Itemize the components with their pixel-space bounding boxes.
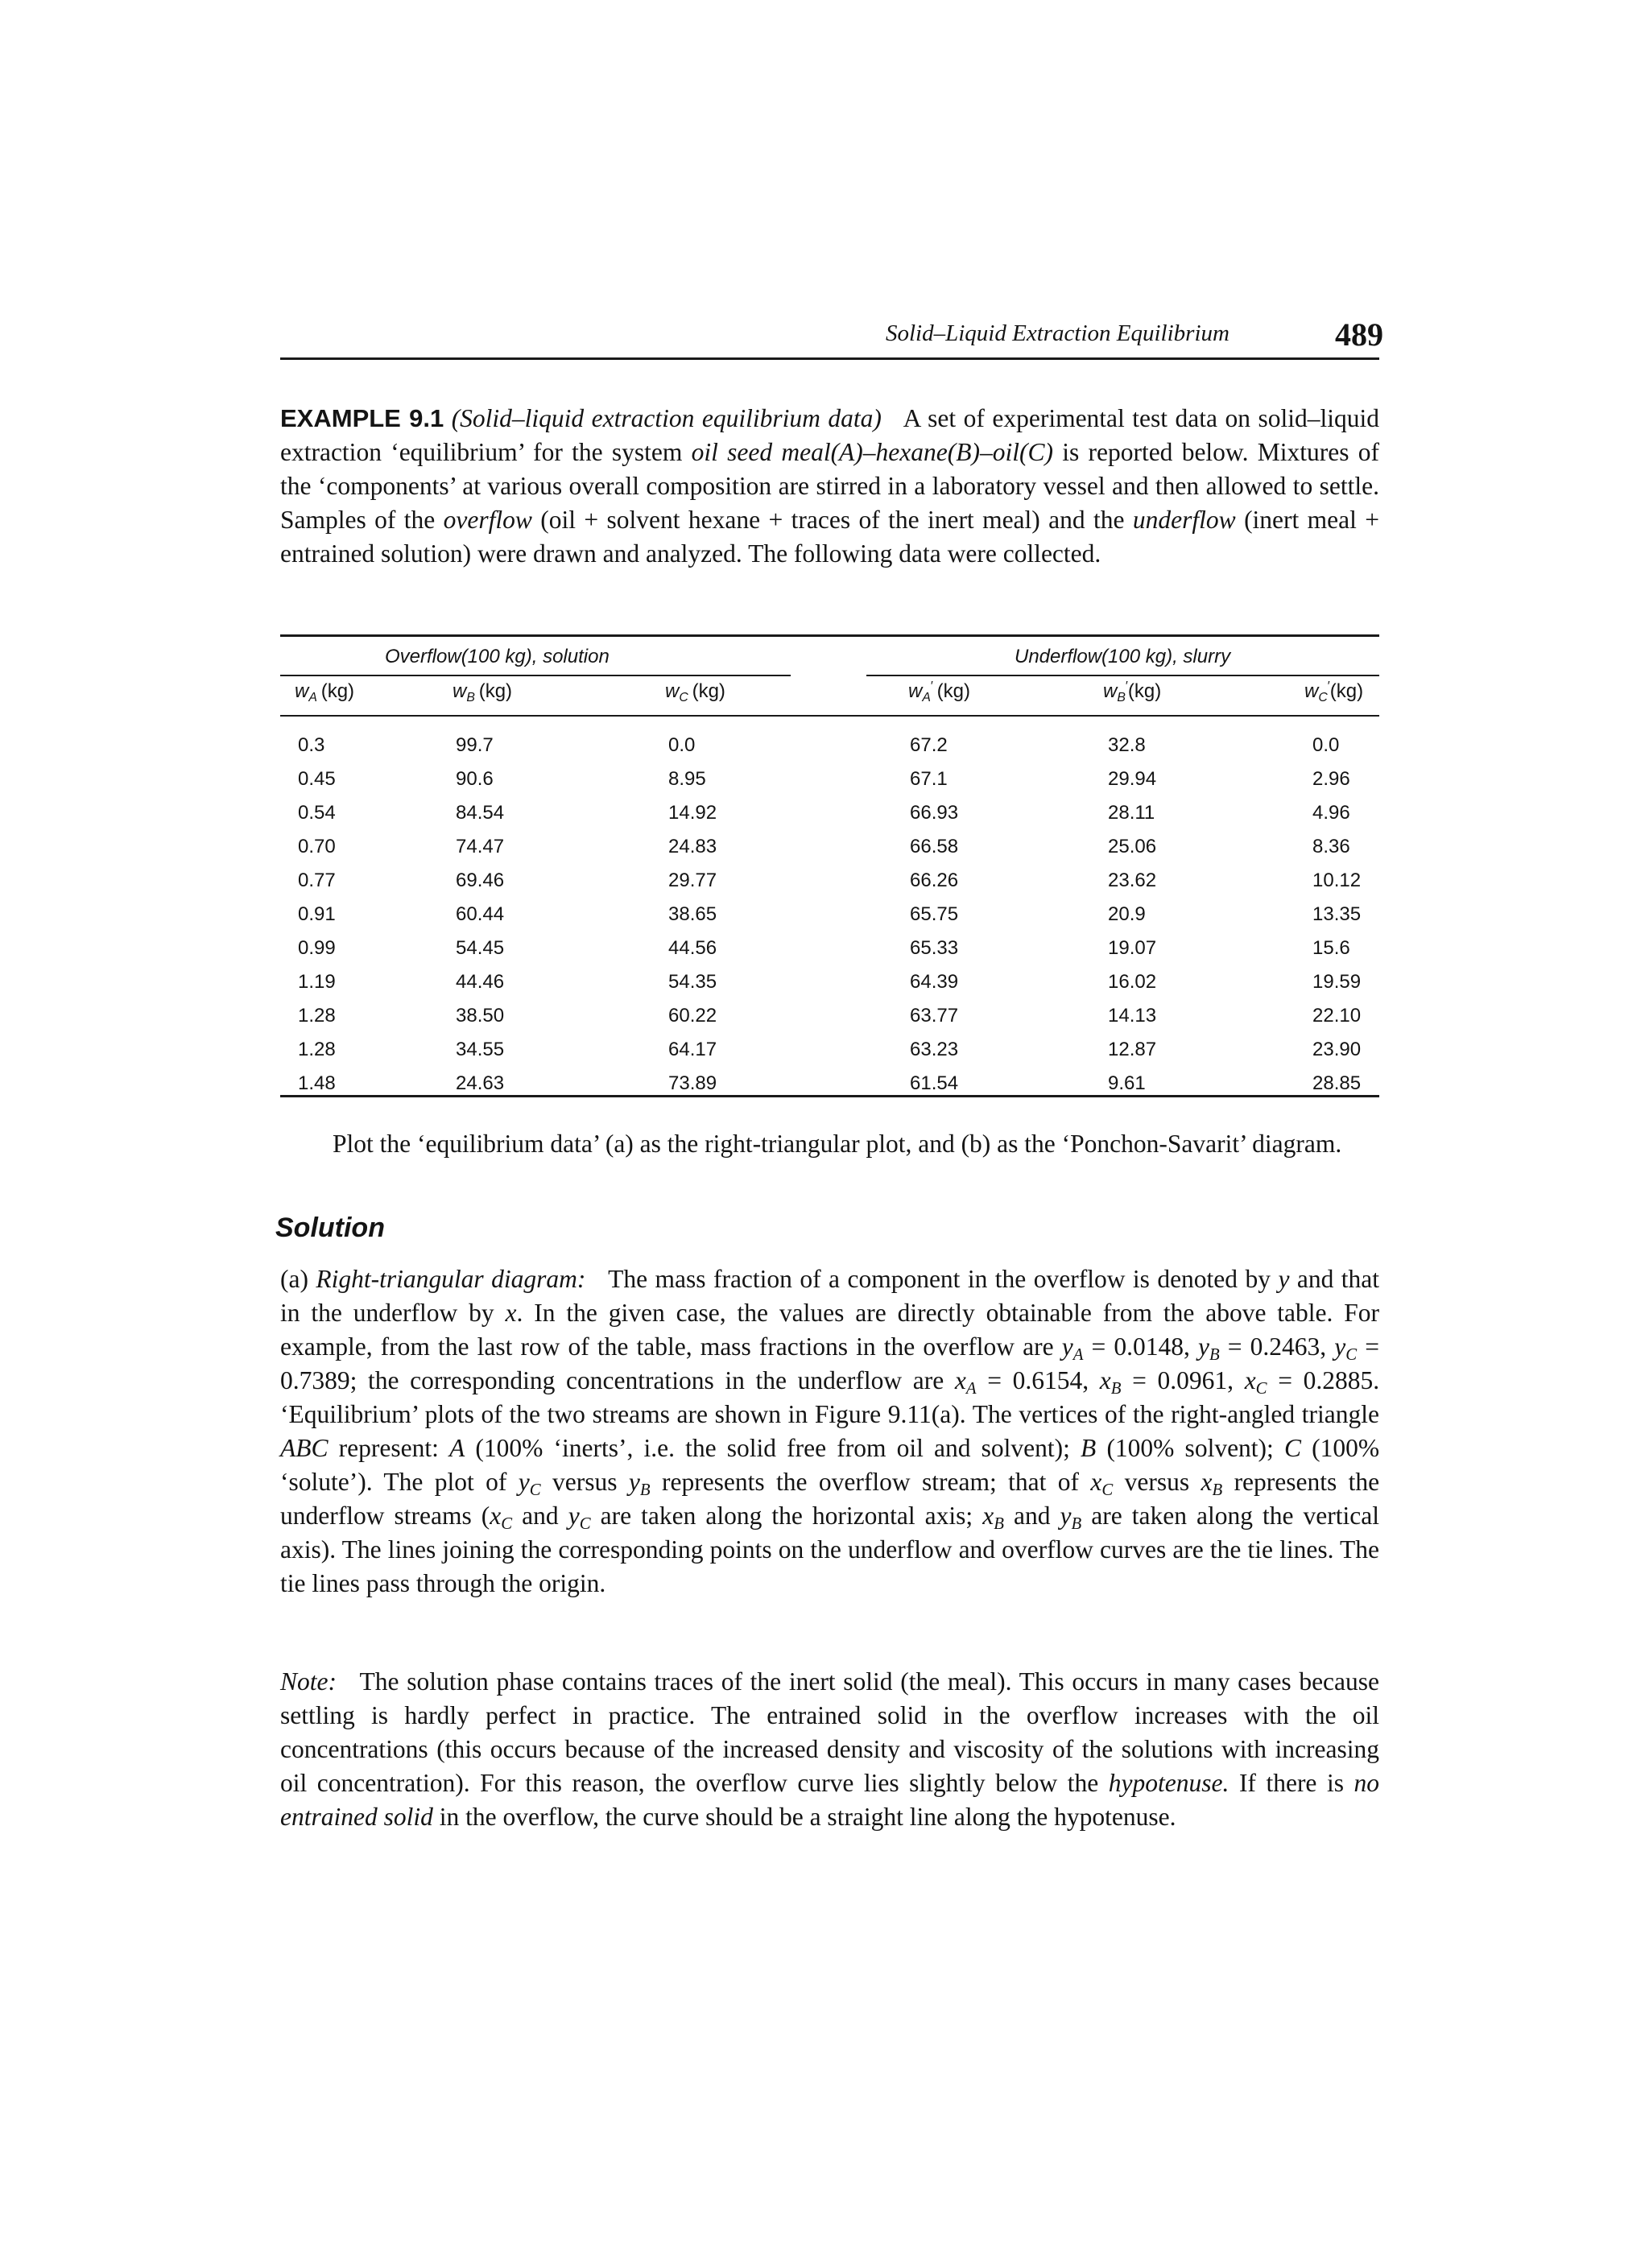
task-paragraph: Plot the ‘equilibrium data’ (a) as the right-triangular plot, and (b) as the ‘Ponchon-Savarit’ diagram. (333, 1130, 1342, 1158)
solution-text: (100% ‘solute’). The plot of (280, 1434, 1380, 1496)
value-xB: = 0.0961, (1132, 1366, 1234, 1394)
table-cell: 23.62 (1108, 870, 1157, 891)
underflow-group-header: Underflow(100 kg), slurry (1015, 646, 1231, 667)
solution-text: versus (1124, 1468, 1190, 1496)
overflow-group-header: Overflow(100 kg), solution (385, 646, 610, 667)
table-cell: 28.11 (1108, 802, 1155, 824)
example-text: (oil + solvent hexane + traces of the inert meal) and the (540, 506, 1125, 534)
solution-text: ‘Equilibrium’ plots of the two streams are shown in Figure 9.11(a). The vertices of the right-angled triangle (280, 1400, 1379, 1428)
value-xA: = 0.6154, (987, 1366, 1089, 1394)
table-cell: 34.55 (456, 1039, 505, 1060)
overflow-group-rule (280, 675, 791, 676)
table-cell: 0.77 (298, 870, 336, 891)
table-cell: 84.54 (456, 802, 505, 824)
table-cell: 99.7 (456, 734, 494, 756)
example-label: EXAMPLE 9.1 (280, 404, 444, 432)
example-text: is reported below. Mixtures of the ‘components’ at various overall composition are stirred in a laboratory vessel and then allowed to settle. Samples of the (280, 438, 1380, 534)
table-cell: 12.87 (1108, 1039, 1157, 1060)
table-cell: 25.06 (1108, 836, 1157, 857)
running-title: Solid–Liquid Extraction Equilibrium (886, 320, 1230, 346)
note-text: in the overflow, the curve should be a straight line along the hypotenuse. (439, 1803, 1176, 1831)
solution-text: (100% solvent); (1106, 1434, 1274, 1462)
column-header-wC: $w_C$ (kg) (665, 680, 725, 704)
solution-text: and that in the underflow by (280, 1265, 1380, 1327)
table-cell: 90.6 (456, 768, 494, 790)
table-cell: 13.35 (1312, 903, 1362, 925)
table-cell: 1.28 (298, 1005, 336, 1027)
column-header-wB-prime: $w_B'(kg)$ (1103, 680, 1162, 704)
table-cell: 8.36 (1312, 836, 1350, 857)
table-cell: 60.44 (456, 903, 505, 925)
part-a-title: Right-triangular diagram: (316, 1265, 586, 1293)
table-cell: 60.22 (668, 1005, 717, 1027)
table-cell: 19.59 (1312, 971, 1362, 993)
note-text: The solution phase contains traces of the inert solid (the meal). This occurs in many cases because settling is hardly perfect in practice. The entrained solid in the overflow increases with the oil concentrations (this occurs because of the increased density and viscosity of the solutions with increasing oil concentration). For this reason, the overflow curve lies slightly below the (280, 1667, 1379, 1797)
table-cell: 69.46 (456, 870, 505, 891)
part-a-label: (a) (280, 1265, 308, 1293)
table-top-rule (280, 634, 1379, 637)
table-cell: 0.99 (298, 937, 336, 959)
table-cell: 0.54 (298, 802, 336, 824)
table-cell: 38.50 (456, 1005, 505, 1027)
table-cell: 29.94 (1108, 768, 1157, 790)
table-cell: 61.54 (910, 1072, 959, 1094)
table-cell: 1.28 (298, 1039, 336, 1060)
solution-text: are taken along the horizontal axis; (600, 1502, 973, 1530)
table-cell: 2.96 (1312, 768, 1350, 790)
table-cell: 14.13 (1108, 1005, 1157, 1027)
solution-text: The mass fraction of a component in the overflow is denoted by (608, 1265, 1271, 1293)
table-cell: 23.90 (1312, 1039, 1362, 1060)
table-cell: 67.2 (910, 734, 948, 756)
table-cell: 32.8 (1108, 734, 1146, 756)
table-cell: 65.33 (910, 937, 959, 959)
value-yC: = 0.7389; (280, 1332, 1380, 1394)
table-cell: 0.3 (298, 734, 325, 756)
table-cell: 22.10 (1312, 1005, 1362, 1027)
table-cell: 64.39 (910, 971, 959, 993)
table-cell: 20.9 (1108, 903, 1146, 925)
table-cell: 16.02 (1108, 971, 1157, 993)
table-cell: 14.92 (668, 802, 717, 824)
table-cell: 24.63 (456, 1072, 505, 1094)
underflow-term: underflow (1132, 506, 1236, 534)
table-cell: 19.07 (1108, 937, 1157, 959)
column-header-wC-prime: $w_C'(kg)$ (1304, 680, 1364, 704)
table-cell: 0.45 (298, 768, 336, 790)
table-cell: 0.91 (298, 903, 336, 925)
page-number: 489 (1335, 316, 1383, 353)
solution-text: and (522, 1502, 559, 1530)
solution-text: the corresponding concentrations in the underflow are (368, 1366, 944, 1394)
note-label: Note: (280, 1667, 337, 1696)
table-cell: 8.95 (668, 768, 706, 790)
table-cell: 66.58 (910, 836, 959, 857)
solution-text: are taken along the vertical axis). The lines joining the corresponding points on the underflow and overflow curves are the tie lines. The tie lines pass through the origin. (280, 1502, 1379, 1597)
table-cell: 0.0 (1312, 734, 1340, 756)
table-cell: 10.12 (1312, 870, 1362, 891)
solution-text: In the given case, the values are directly obtainable from the above table. For example, from the last row of the table, mass fractions in the overflow are (280, 1299, 1380, 1361)
table-cell: 0.70 (298, 836, 336, 857)
overflow-term: overflow (443, 506, 532, 534)
example-text: A set of experimental test data on solid–liquid extraction ‘equilibrium’ for the system (280, 404, 1380, 466)
table-cell: 28.85 (1312, 1072, 1362, 1094)
table-cell: 0.0 (668, 734, 696, 756)
table-cell: 66.93 (910, 802, 959, 824)
table-cell: 9.61 (1108, 1072, 1146, 1094)
value-xC: = 0.2885. (1278, 1366, 1380, 1394)
table-bottom-rule (280, 1095, 1379, 1097)
table-cell: 67.1 (910, 768, 948, 790)
example-text: (inert meal + entrained solution) were drawn and analyzed. The following data were collected. (280, 506, 1380, 568)
table-cell: 15.6 (1312, 937, 1350, 959)
solution-heading: Solution (275, 1212, 385, 1243)
table-cell: 24.83 (668, 836, 717, 857)
table-cell: 65.75 (910, 903, 959, 925)
table-cell: 74.47 (456, 836, 505, 857)
table-cell: 63.77 (910, 1005, 959, 1027)
table-cell: 64.17 (668, 1039, 717, 1060)
triangle-abc: ABC (280, 1434, 329, 1462)
column-header-wA: $w_A$ (kg) (295, 680, 355, 704)
hypotenuse-term: hypotenuse. (1108, 1769, 1230, 1797)
table-cell: 54.45 (456, 937, 505, 959)
example-paragraph (280, 402, 1379, 571)
table-cell: 63.23 (910, 1039, 959, 1060)
table-cell: 29.77 (668, 870, 717, 891)
solution-a-paragraph: (a) Right-triangular diagram: The mass fraction of a component in the overflow is denoted by y and that in the underflow by x. In the given case, the values are directly obtainable from the above table. For example, from the last row of the table, mass fractions in the overflow are $y_A = 0.0148$, $y_B = 0.2463$, $y_C = 0.7389$; the corresponding concentrations in the underflow are $x_A = 0.6154$, $x_B = 0.0961$, $x_C = 0.2885$. ‘Equilibrium’ plots of the two streams are shown in Figure 9.11(a). The vertices of the right-angled triangle ABC represent: A (100% ‘inerts’, i.e. the solid free from oil and solvent); B (100% solvent); C (100% ‘solute’). The plot of $y_C$ versus $y_B$ represents the overflow stream; that of $x_C$ versus $x_B$ represents the underflow streams ($x_C$ and $y_C$ are taken along the horizontal axis; $x_B$ and $y_B$ are taken along the vertical axis). The lines joining the corresponding points on the underflow and overflow curves are the tie lines. The tie lines pass through the origin. (280, 1265, 1380, 1597)
value-yA: = 0.0148, (1091, 1332, 1190, 1361)
table-cell: 54.35 (668, 971, 717, 993)
table-cell: 1.19 (298, 971, 336, 993)
note-text: If there is (1238, 1769, 1344, 1797)
table-cell: 1.48 (298, 1072, 336, 1094)
table-cell: 4.96 (1312, 802, 1350, 824)
equilibrium-data-table (280, 634, 1379, 1101)
table-cell: 73.89 (668, 1072, 717, 1094)
solution-text: represents the underflow streams ( (280, 1468, 1380, 1530)
header-bottom-rule (280, 715, 1379, 717)
value-yB: = 0.2463, (1227, 1332, 1327, 1361)
underflow-group-rule (866, 675, 1379, 676)
solution-text: and (1013, 1502, 1051, 1530)
table-cell: 66.26 (910, 870, 959, 891)
column-header-wB: $w_B$ (kg) (453, 680, 513, 704)
solution-text: (100% ‘inerts’, i.e. the solid free from oil and solvent); (475, 1434, 1070, 1462)
note-paragraph (280, 1665, 1379, 1834)
example-title: (Solid–liquid extraction equilibrium data) (451, 404, 882, 432)
table-cell: 44.46 (456, 971, 505, 993)
header-rule (280, 357, 1379, 360)
column-header-wA-prime: $w_A'$ (kg) (908, 680, 971, 704)
solution-text: represents the overflow stream; that of (661, 1468, 1079, 1496)
example-system: oil seed meal(A)–hexane(B)–oil(C) (691, 438, 1053, 466)
table-cell: 38.65 (668, 903, 717, 925)
table-cell: 44.56 (668, 937, 717, 959)
no-entrained-solid-term: no entrained solid (280, 1769, 1380, 1831)
solution-text: versus (552, 1468, 618, 1496)
solution-text: represent: (338, 1434, 439, 1462)
